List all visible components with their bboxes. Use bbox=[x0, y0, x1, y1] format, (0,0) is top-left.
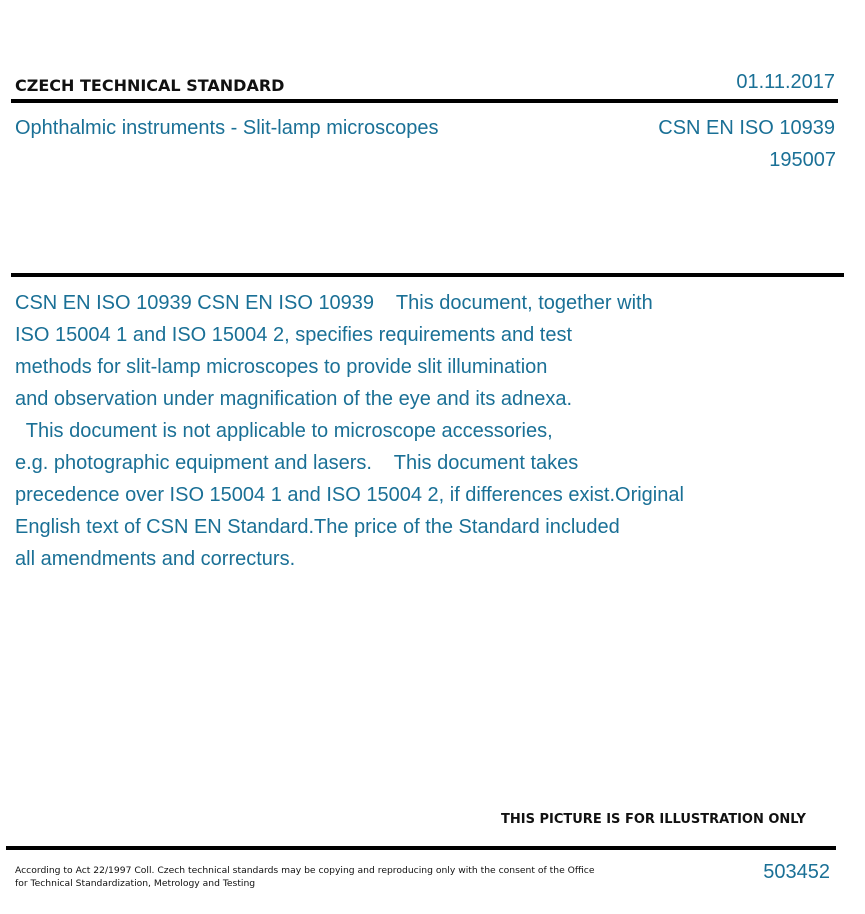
description-line: English text of CSN EN Standard.The price of the Standard included bbox=[15, 516, 620, 538]
standard-subtitle: Ophthalmic instruments - Slit-lamp microscopes bbox=[15, 117, 439, 139]
legal-note-line: for Technical Standardization, Metrology and Testing bbox=[15, 878, 256, 889]
document-type-title: CZECH TECHNICAL STANDARD bbox=[15, 76, 285, 95]
standard-number: CSN EN ISO 10939 bbox=[658, 117, 835, 139]
publication-date: 01.11.2017 bbox=[736, 71, 835, 93]
illustration-notice: THIS PICTURE IS FOR ILLUSTRATION ONLY bbox=[501, 812, 806, 827]
legal-note bbox=[15, 864, 594, 890]
description-line: This document is not applicable to microscope accessories, bbox=[15, 420, 553, 442]
description-line: all amendments and correcturs. bbox=[15, 548, 296, 570]
standard-description bbox=[15, 287, 775, 575]
footer-divider bbox=[6, 846, 836, 850]
description-line: methods for slit-lamp microscopes to provide slit illumination bbox=[15, 356, 548, 378]
description-line: ISO 15004 1 and ISO 15004 2, specifies requirements and test bbox=[15, 324, 573, 346]
description-line: e.g. photographic equipment and lasers. This document takes bbox=[15, 452, 579, 474]
header-divider bbox=[11, 99, 838, 103]
description-line: precedence over ISO 15004 1 and ISO 15004 2, if differences exist.Original bbox=[15, 484, 684, 506]
section-divider bbox=[11, 273, 844, 277]
description-line: CSN EN ISO 10939 CSN EN ISO 10939 This document, together with bbox=[15, 292, 653, 314]
catalog-code: 503452 bbox=[763, 861, 830, 883]
classification-code: 195007 bbox=[769, 149, 836, 171]
description-line: and observation under magnification of the eye and its adnexa. bbox=[15, 388, 573, 410]
legal-note-line: According to Act 22/1997 Coll. Czech technical standards may be copying and reproducing only with the consent of the Office bbox=[15, 865, 595, 876]
